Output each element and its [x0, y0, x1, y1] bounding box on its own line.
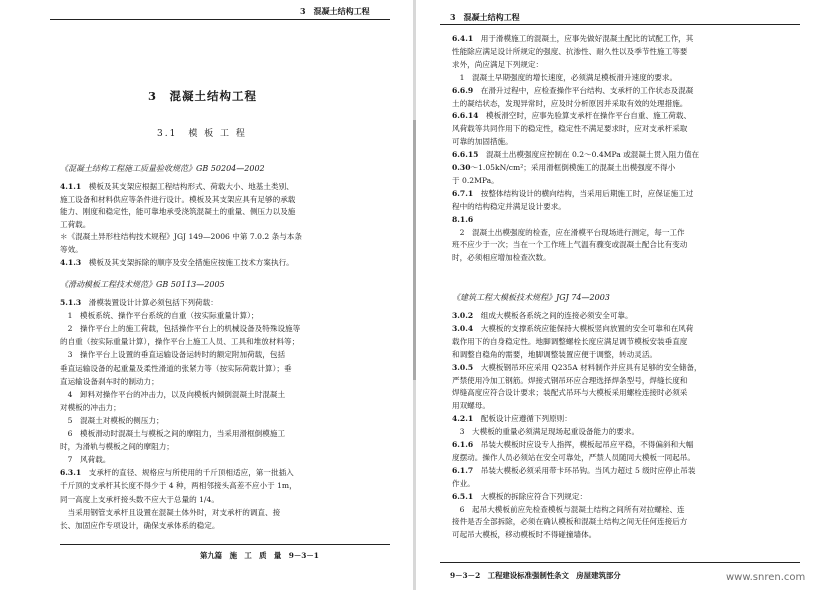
text-line: 6.7.1 按整体结构设计的横向结构，当采用后期施工时，应保证施工过 [452, 188, 694, 198]
text-line: 6.6.14 模板滑空时，应事先验算支承杆在操作平台自重、施工荷载、 [452, 111, 692, 121]
clause-number: 3.0.4 [452, 323, 474, 333]
text-line: 作业。 [452, 478, 475, 488]
text-line: 于 0.2MPa。 [452, 175, 499, 185]
text-line: ＊《混凝土异形柱结构技术规程》JGJ 149—2006 中第 7.0.2 条与本条 [60, 232, 303, 242]
clause-number: 4.1.1 [60, 182, 82, 191]
text-line: 工荷载。 [60, 219, 91, 229]
text-line: 4.1.1 模板及其支架应根据工程结构形式、荷载大小、地基土类别、 [60, 182, 294, 191]
text-line: 长、加固应作专项设计，确保支承体系的稳定。 [60, 520, 220, 530]
text-line: 焊缝高度应符合设计要求；装配式吊环与大模板采用螺栓连接时必须采 [452, 388, 688, 398]
clause-number: 5.1.3 [60, 298, 82, 307]
page-gap [404, 0, 420, 590]
text-line: 1 模板系统、操作平台系统的自重（按实际重量计算）； [60, 311, 259, 321]
text-line: 6.5.1 大模板的拆除应符合下列规定： [452, 491, 588, 501]
standard-title: 《滑动模板工程技术规范》GB 50113—2005 [60, 280, 225, 289]
text-line: 程中的结构稳定并满足设计要求。 [452, 201, 566, 211]
text-line: 3.0.5 大模板钢吊环应采用 Q235A 材料制作并应具有足够的安全储备， [452, 362, 702, 372]
text-line: 6 起吊大模板前应先检查模板与混凝土结构之间所有对拉螺栓、连 [452, 504, 685, 514]
text-line: 6.4.1 用于滑模施工的混凝土，应事先做好混凝土配比的试配工作，其 [452, 34, 694, 43]
text-line: 5.1.3 滑模装置设计计算必须包括下列荷载： [60, 298, 218, 307]
text-line: 接件是否全部拆除，必须在确认模板和混凝土结构之间无任何连接后方 [452, 517, 688, 527]
text-line: 求外，尚应满足下列规定： [452, 59, 544, 69]
text-line: 性能除应满足设计所规定的强度、抗渗性、耐久性以及季节性施工等要 [452, 46, 688, 56]
clause-number: 6.6.15 [452, 150, 479, 160]
clause-number: 6.5.1 [452, 491, 474, 501]
text-line: 千斤顶的支承杆其长度不得少于 4 种，两相邻接头高差不应小于 1m， [60, 481, 297, 491]
header-rule [440, 24, 800, 25]
section-title: 3.1 模 板 工 程 [157, 129, 247, 139]
text-line: 可靠的加固措施。 [452, 137, 513, 147]
text-line: 6.1.7 吊装大模板必须采用带卡环吊钩。当风力超过 5 级时应停止吊装 [452, 465, 696, 475]
watermark: www.snren.com [726, 572, 806, 583]
text-line: 直运输设备刹车时的制动力； [60, 376, 159, 386]
text-line: 风荷载等共同作用下的稳定性，稳定性不满足要求时，应对支承杆采取 [452, 124, 688, 134]
text-line: 载作用下的自身稳定性。地脚调整螺栓长度应满足调节模板安装垂直度 [452, 336, 688, 346]
clause-number: 6.1.6 [452, 440, 474, 449]
text-line: 可起吊大模板，移动模板时不得碰撞墙体。 [452, 530, 597, 540]
scrollbar-thumb[interactable] [413, 120, 416, 380]
text-line: 对模板的冲击力； [60, 402, 121, 412]
text-line: 等效。 [60, 245, 83, 254]
text-line: 6.6.9 在滑升过程中，应检查操作平台结构、支承杆的工作状态及混凝 [452, 85, 694, 95]
text-line: 7 风荷载。 [60, 455, 111, 465]
text-line: 6.6.15 混凝土出模强度应控制在 0.2～0.4MPa 或混凝土贯入阻力值在 [452, 150, 700, 160]
text-line: 时，必须相应增加检查次数。 [452, 253, 551, 263]
text-line: 6.1.6 吊装大模板时应设专人指挥，模板起吊应平稳，不得偏斜和大幅 [452, 440, 694, 449]
footer-rule [60, 544, 390, 545]
text-line: 3 大模板的重量必须满足现场起重设备能力的要求。 [452, 427, 640, 437]
text-line: 班不应少于一次；当在一个工作班上气温有骤变或混凝土配合比有变动 [452, 240, 688, 250]
text-line: 同一高度上支承杆接头数不应大于总量的 1/4。 [60, 494, 219, 504]
text-line [452, 214, 473, 225]
text-line: 2 操作平台上的施工荷载，包括操作平台上的机械设备及特殊设施等 [60, 324, 301, 334]
clause-number: 6.4.1 [452, 34, 474, 43]
standard-title: 《建筑工程大模板技术规程》JGJ 74—2003 [452, 293, 610, 302]
text-line: 能力、刚度和稳定性，能可靠地承受浇筑混凝土的重量、侧压力以及施 [60, 207, 296, 217]
text-line: 4.1.3 模板及其支架拆除的顺序及安全措施应按施工技术方案执行。 [60, 257, 294, 267]
page-footer: 第九篇 施 工 质 量 9－3－1 [200, 551, 319, 560]
clause-number: 6.3.1 [60, 468, 82, 478]
clause-number: 4.1.3 [60, 257, 82, 267]
text-line: 度摆动。操作人员必须站在安全可靠处，严禁人员随同大模板一同起吊。 [452, 452, 695, 462]
text-line: 2 混凝土出模强度的检查，应在滑模平台现场进行测定，每一工作 [452, 227, 685, 237]
clause-number: 6.1.7 [452, 465, 474, 475]
page-left [0, 0, 404, 590]
text-line: 时，为滑轨与模板之间的摩阻力； [60, 442, 174, 452]
header-rule [50, 19, 390, 20]
text-line: 用双螺母。 [452, 401, 490, 411]
text-line: 4.2.1 配板设计应遵循下列原则： [452, 414, 572, 424]
clause-number: 3.0.2 [452, 311, 474, 320]
clause-number: 0.30 [452, 163, 471, 172]
text-line: 6.3.1 支承杆的直径、规格应与所使用的千斤顶相适应，第一批插入 [60, 468, 294, 478]
text-line: 和调整自稳角的需要，地脚调整装置应便于调整，转动灵活。 [452, 349, 658, 359]
text-line: 土的凝结状态，发现异常时，应及时分析原因并采取有效的处理措施。 [452, 98, 688, 108]
text-line: 0.30～1.05kN/cm²；采用滑框倒模施工的混凝土出模强度不得小 [452, 163, 676, 172]
clause-number: 6.6.14 [452, 111, 479, 121]
standard-title: 《混凝土结构工程施工质量验收规范》GB 50204—2002 [60, 164, 265, 173]
text-line: 3.0.4 大模板的支撑系统应能保持大模板竖向放置的安全可靠和在风荷 [452, 323, 694, 333]
clause-number: 6.7.1 [452, 188, 474, 198]
text-line: 5 混凝土对模板的侧压力； [60, 415, 164, 425]
running-header: 3 混凝土结构工程 [450, 12, 520, 22]
text-line: 的自重（按实际重量计算），操作平台上施工人员、工具和堆放材料等； [60, 337, 300, 347]
page-footer: 9－3－2 工程建设标准强制性条文 房屋建筑部分 [450, 571, 621, 580]
text-line: 当采用钢管支承杆且设置在混凝土体外时，对支承杆的调直、接 [60, 507, 281, 517]
text-line: 施工设备和材料供应等条件进行设计。模板及其支架应具有足够的承载 [60, 194, 296, 204]
text-line: 3.0.2 组成大模板各系统之间的连接必须安全可靠。 [452, 311, 633, 320]
clause-number: 6.6.9 [452, 85, 474, 95]
clause-number: 3.0.5 [452, 362, 474, 372]
text-line: 垂直运输设备的起重量及柔性滑道的张紧力等（按实际荷载计算）；垂 [60, 363, 292, 373]
text-line: 4 卸料对操作平台的冲击力，以及向模板内倾倒混凝土时混凝土 [60, 389, 286, 399]
running-header: 3 混凝土结构工程 [300, 6, 370, 16]
text-line: 1 混凝土早期强度的增长速度，必须满足模板滑升速度的要求。 [452, 72, 678, 82]
text-line: 3 操作平台上设置的垂直运输设备运转时的额定附加荷载，包括 [60, 350, 286, 360]
chapter-title: 3 混凝土结构工程 [148, 89, 258, 103]
text-line: 6 模板滑动时混凝土与模板之间的摩阻力，当采用滑框倒模施工 [60, 429, 286, 438]
text-line: 严禁使用冷加工钢筋。焊接式钢吊环应合理选择焊条型号，焊缝长度和 [452, 375, 688, 385]
clause-number: 8.1.6 [452, 214, 474, 224]
clause-number: 4.2.1 [452, 414, 474, 424]
page-right [420, 0, 827, 590]
footer-rule [440, 562, 800, 563]
